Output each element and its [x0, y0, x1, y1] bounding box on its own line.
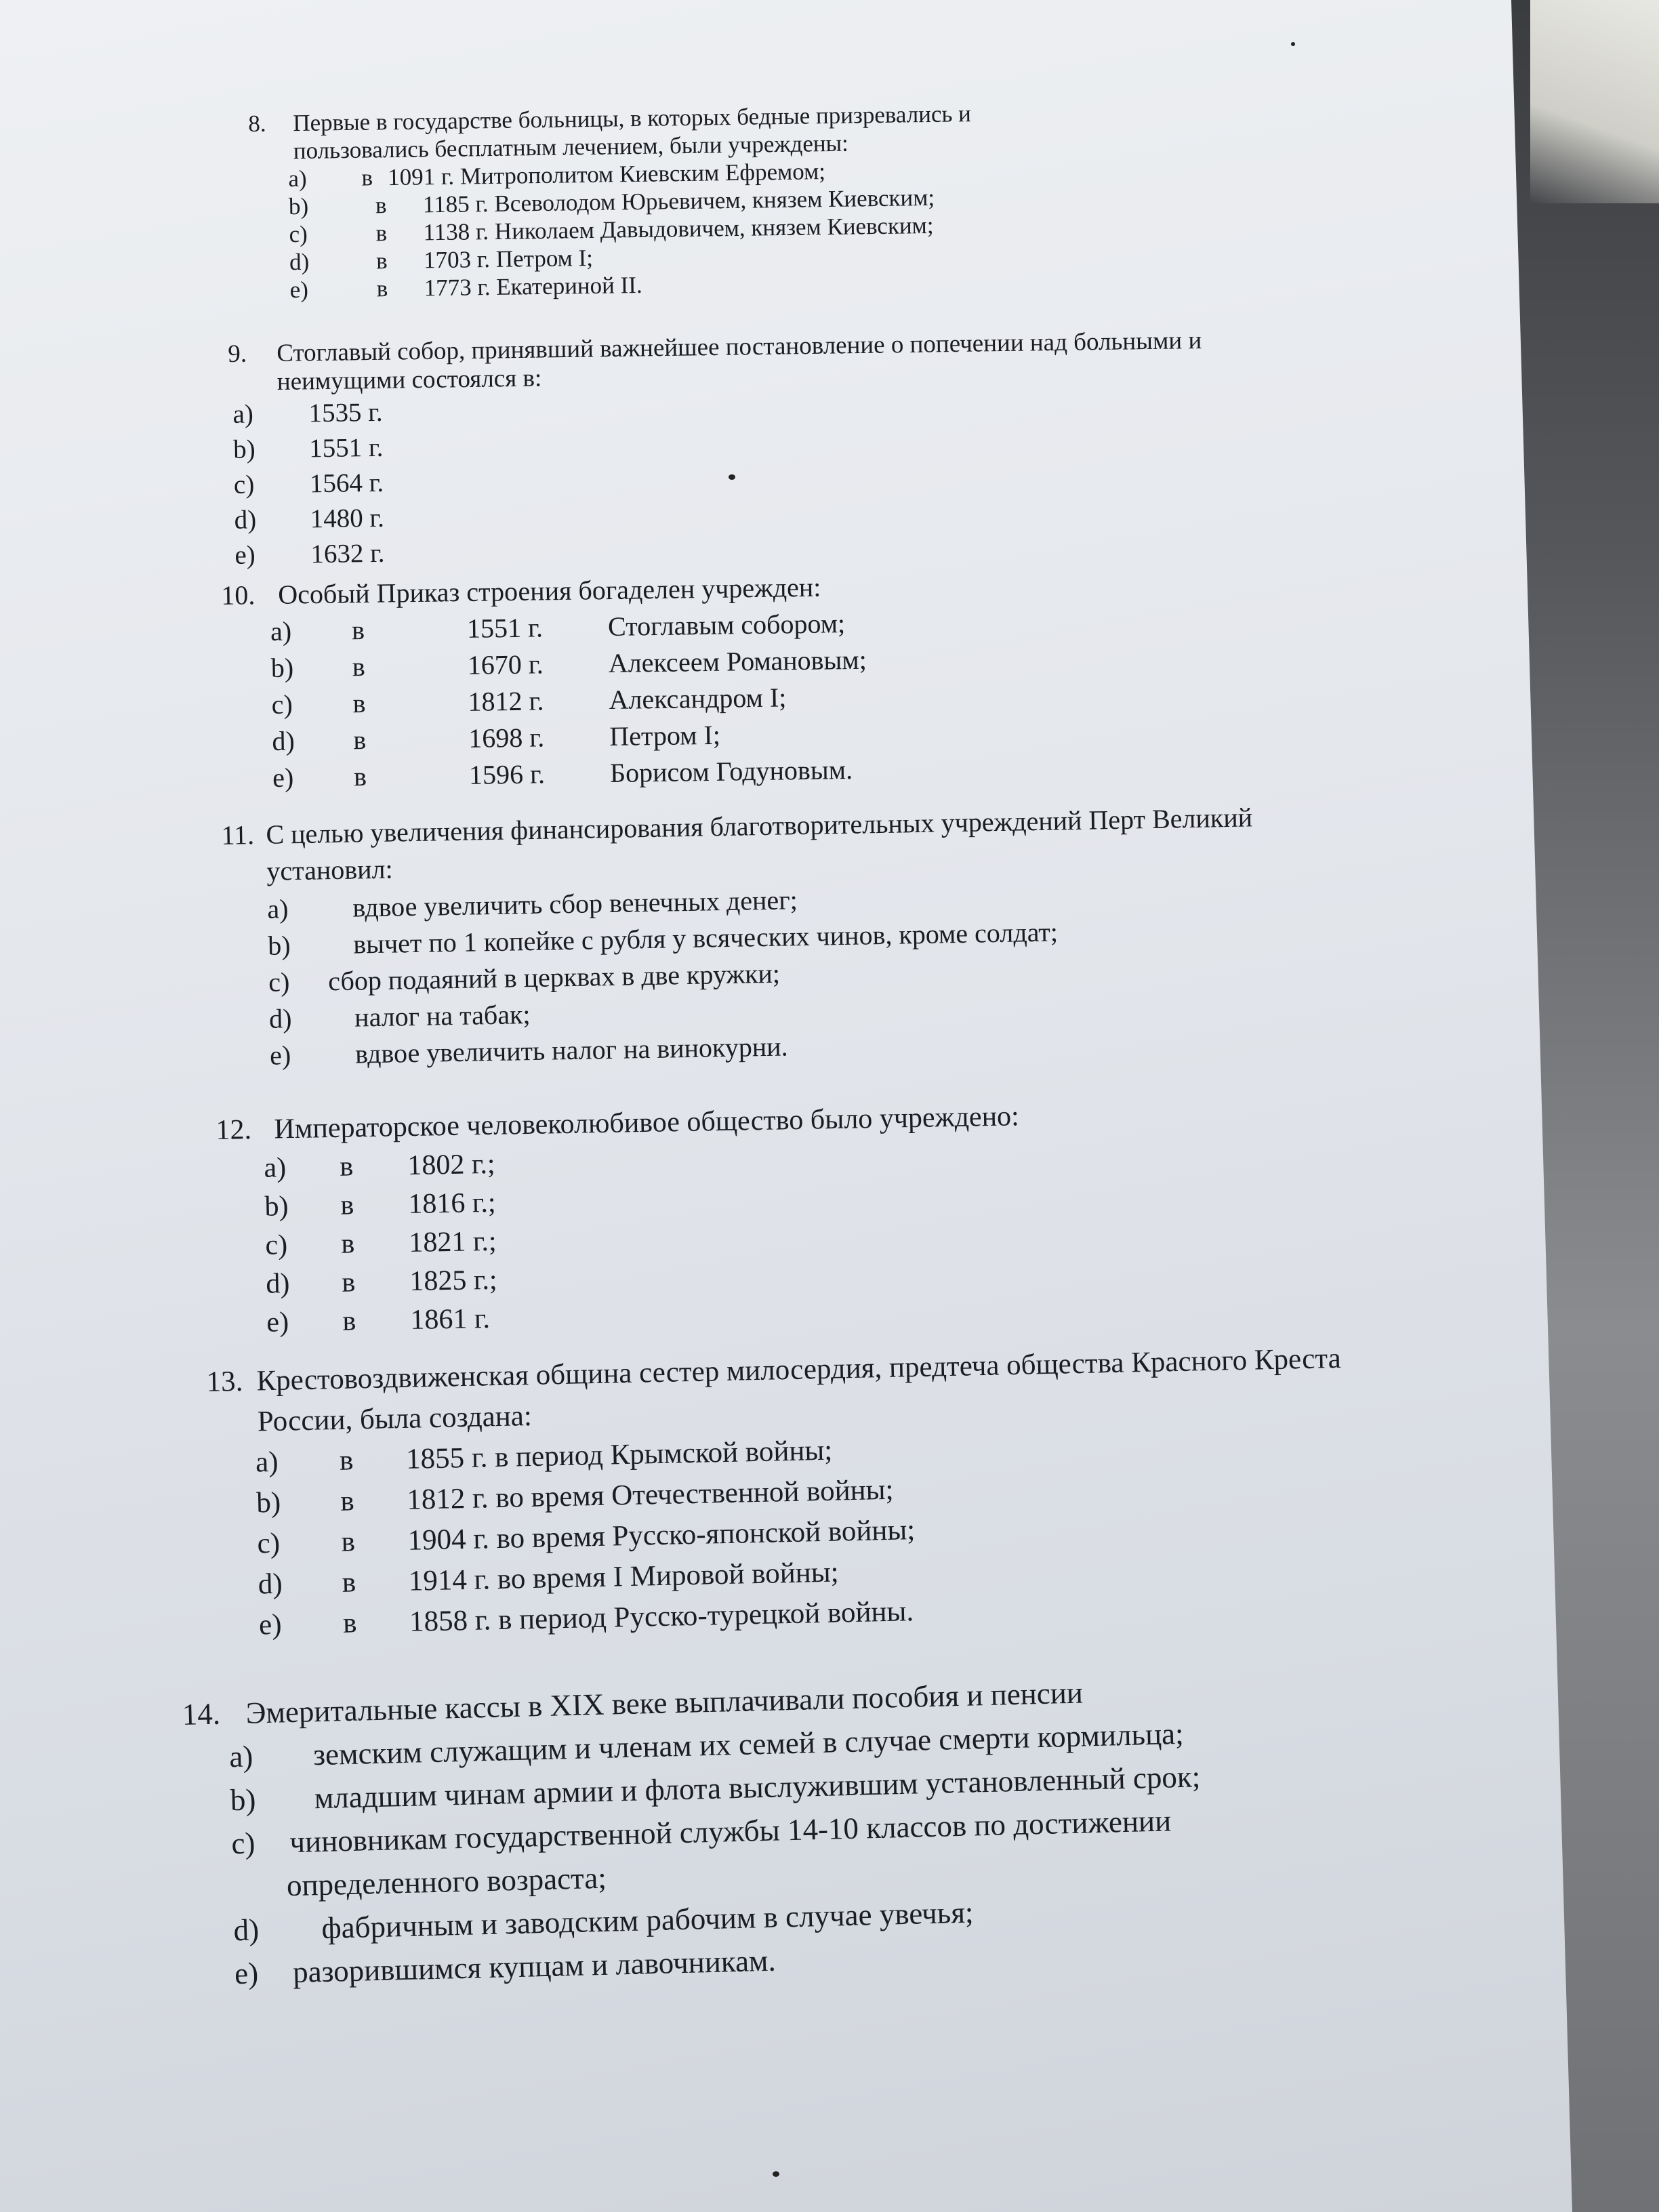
- option-text: чиновникам государственной службы 14-10 классов по достижении: [289, 1803, 1172, 1860]
- option-letter: c): [257, 1527, 281, 1560]
- option-text: 1821 г.;: [409, 1225, 497, 1259]
- option-text: Александром I;: [609, 682, 787, 716]
- option-letter: a): [255, 1446, 279, 1479]
- option-prep: в: [353, 761, 367, 792]
- option-text: разорившимся купцам и лавочникам.: [292, 1943, 777, 1990]
- option-letter: b): [270, 652, 294, 683]
- option-prep: в: [361, 164, 373, 191]
- option-prep: в: [339, 1444, 354, 1477]
- option-letter: a): [228, 1739, 253, 1774]
- option-letter: c): [289, 220, 308, 248]
- option-letter: d): [289, 248, 310, 276]
- option-prep: в: [340, 1189, 354, 1221]
- option-letter: e): [269, 1040, 291, 1071]
- option-letter: c): [230, 1826, 256, 1861]
- question-14: [182, 1668, 1205, 1996]
- question-9: [228, 327, 1205, 573]
- option-letter: e): [234, 540, 256, 570]
- option-prep: в: [375, 192, 387, 219]
- option-text: Алексеем Романовым;: [608, 644, 867, 679]
- option-prep: в: [342, 1607, 357, 1639]
- option-prep: в: [341, 1525, 356, 1558]
- option-letter: b): [267, 930, 291, 961]
- option-prep: в: [351, 615, 365, 646]
- option-prep: в: [341, 1228, 355, 1260]
- question-text-cont: России, была создана:: [257, 1399, 533, 1438]
- option-text: Николаем Давыдовичем, князем Киевским;: [494, 211, 934, 245]
- question-text: Стоглавый собор, принявший важнейшее постановление о попечении над больными и: [276, 326, 1202, 367]
- option-letter: c): [265, 1229, 288, 1261]
- option-text: 1551 г.: [308, 432, 384, 464]
- option-letter: e): [234, 1956, 259, 1991]
- option-text: Петром I;: [495, 244, 594, 272]
- question-text-cont: пользовались бесплатным лечением, были учреждены:: [293, 129, 849, 165]
- question-12: [216, 1097, 1023, 1343]
- option-prep: в: [375, 220, 388, 247]
- option-text: вдвое увеличить налог на винокурни.: [354, 1031, 788, 1069]
- option-prep: в: [340, 1151, 354, 1183]
- option-letter: d): [258, 1568, 283, 1601]
- question-text: Эмеритальные кассы в XIX веке выплачивали пособия и пенсии: [245, 1675, 1084, 1730]
- option-text: 1861 г.: [410, 1303, 491, 1336]
- question-10: [221, 569, 868, 797]
- question-text: Крестовоздвиженская община сестер милосердия, предтеча общества Красного Креста: [256, 1342, 1342, 1397]
- option-letter: b): [288, 192, 309, 220]
- option-text: 1855 г. в период Крымской войны;: [405, 1434, 833, 1475]
- option-year: 1185 г.: [422, 190, 489, 218]
- question-text: С целью увеличения финансирования благотворительных учреждений Перт Великий: [266, 802, 1253, 850]
- option-letter: e): [289, 276, 309, 304]
- option-text: 1812 г. во время Отечественной войны;: [406, 1473, 894, 1516]
- option-letter: b): [232, 434, 256, 464]
- option-text: младшим чинам армии и флота выслужившим установленный срок;: [314, 1759, 1201, 1816]
- option-prep: в: [342, 1305, 356, 1337]
- option-text: 1632 г.: [310, 538, 385, 569]
- option-year: 1091 г.: [387, 163, 455, 191]
- answer-option: [272, 752, 869, 796]
- option-text: Митрополитом Киевским Ефремом;: [459, 158, 826, 190]
- option-letter: a): [270, 615, 292, 647]
- option-letter: d): [232, 1912, 260, 1948]
- option-letter: e): [266, 1307, 289, 1338]
- option-text: Борисом Годуновым.: [609, 754, 853, 789]
- option-letter: c): [233, 470, 255, 499]
- option-letter: d): [268, 1003, 292, 1034]
- option-text: 1535 г.: [308, 397, 383, 428]
- option-text: 1802 г.;: [407, 1148, 495, 1182]
- option-text: Стоглавым собором;: [607, 608, 846, 642]
- option-prep: в: [342, 1267, 356, 1298]
- option-text: фабричным и заводским рабочим в случае увечья;: [321, 1895, 975, 1946]
- option-letter: b): [255, 1486, 281, 1519]
- option-text: 1825 г.;: [409, 1264, 497, 1298]
- paper-speck: [729, 474, 735, 480]
- option-prep: в: [376, 275, 388, 302]
- option-letter: d): [266, 1268, 290, 1300]
- option-text: 1914 г. во время I Мировой войны;: [408, 1556, 840, 1597]
- option-year: 1670 г.: [467, 649, 544, 680]
- question-13: [206, 1338, 1347, 1647]
- question-number: 13.: [206, 1365, 243, 1398]
- option-text: налог на табак;: [354, 999, 531, 1033]
- question-text: Императорское человеколюбивое общество было учреждено:: [274, 1101, 1020, 1145]
- option-text: земским служащим и членам их семей в случае смерти кормильца;: [312, 1716, 1185, 1772]
- option-year: 1812 г.: [468, 685, 544, 717]
- option-prep: в: [340, 1485, 355, 1517]
- option-letter: a): [288, 165, 307, 192]
- option-letter: a): [266, 893, 289, 924]
- option-prep: в: [342, 1566, 356, 1599]
- question-text: Особый Приказ строения богаделен учрежден:: [278, 571, 821, 610]
- option-text: 1904 г. во время Русско-японской войны;: [407, 1514, 916, 1557]
- option-letter: c): [271, 689, 293, 720]
- option-year: 1596 г.: [468, 758, 546, 790]
- option-year: 1698 г.: [468, 722, 545, 754]
- option-letter: b): [230, 1782, 256, 1818]
- option-letter: d): [234, 505, 257, 535]
- paper-speck: [1291, 42, 1295, 46]
- option-prep: в: [353, 724, 367, 756]
- question-number: 8.: [248, 110, 266, 137]
- question-number: 12.: [216, 1114, 252, 1146]
- question-11: [221, 799, 1256, 1075]
- option-text: 1858 г. в период Русско-турецкой войны.: [409, 1595, 914, 1638]
- option-text: 1816 г.;: [408, 1187, 496, 1221]
- option-letter: a): [232, 399, 254, 429]
- option-letter: e): [272, 762, 294, 793]
- question-number: 10.: [221, 579, 255, 611]
- option-letter: c): [268, 966, 290, 998]
- option-text: 1480 г.: [310, 503, 385, 534]
- option-text: вдвое увеличить сбор венечных денег;: [352, 884, 798, 923]
- option-year: 1138 г.: [423, 218, 489, 246]
- option-letter: b): [264, 1191, 289, 1223]
- option-text: Петром I;: [609, 719, 721, 752]
- option-text: 1564 г.: [309, 468, 384, 499]
- option-letter: d): [272, 725, 295, 756]
- question-text: Первые в государстве больницы, в которых бедные призревались и: [293, 100, 972, 137]
- option-prep: в: [375, 247, 388, 274]
- question-number: 9.: [228, 340, 247, 368]
- option-letter: a): [264, 1152, 287, 1184]
- question-number: 11.: [221, 819, 255, 851]
- paper-speck: [773, 2171, 779, 2177]
- option-year: 1773 г.: [424, 274, 491, 302]
- question-text-cont: установил:: [266, 853, 394, 886]
- option-year: 1703 г.: [423, 246, 491, 274]
- question-number: 14.: [182, 1696, 221, 1732]
- option-text: Всеволодом Юрьевичем, князем Киевским;: [494, 184, 935, 217]
- option-year: 1551 г.: [466, 612, 544, 644]
- option-prep: в: [352, 688, 366, 719]
- question-8: [248, 100, 974, 304]
- option-text: сбор подаяний в церквах в две кружки;: [327, 958, 781, 997]
- question-text-cont: неимущими состоялся в:: [276, 364, 542, 396]
- option-prep: в: [352, 651, 366, 682]
- option-text-cont: определенного возраста;: [286, 1860, 607, 1903]
- option-text: Екатериной II.: [496, 271, 642, 300]
- option-text: вычет по 1 копейке с рубля у всяческих чинов, кроме солдат;: [352, 916, 1059, 960]
- option-letter: e): [258, 1608, 283, 1641]
